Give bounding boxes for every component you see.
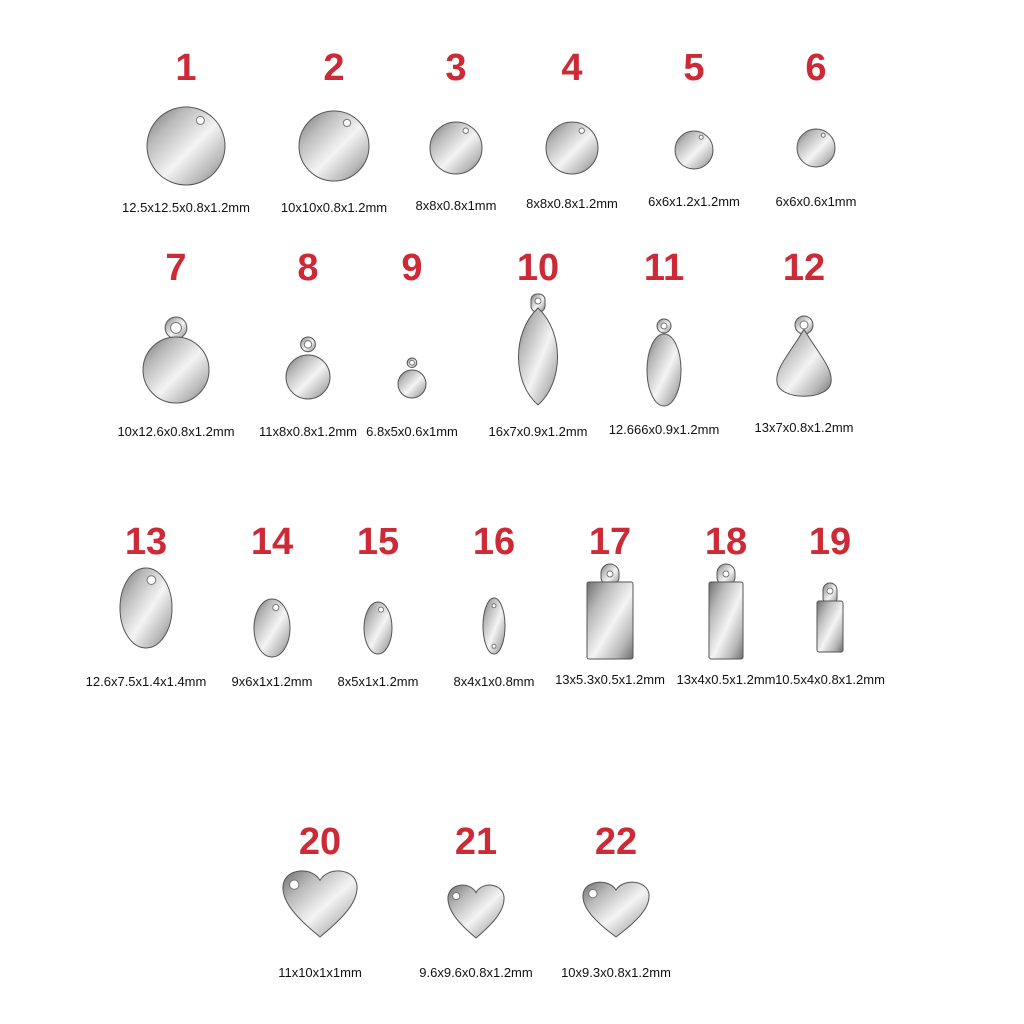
charm-number: 3 — [445, 47, 467, 89]
charm-size-label: 10x9.3x0.8x1.2mm — [561, 965, 671, 980]
charm-number: 18 — [704, 521, 748, 563]
charm-size-label: 12.666x0.9x1.2mm — [608, 422, 720, 437]
disc-loop-charm — [397, 357, 427, 399]
rect-tab-charm — [816, 583, 844, 653]
charm-size-label: 13x5.3x0.5x1.2mm — [555, 672, 665, 687]
heart-hole-charm — [281, 866, 359, 938]
disc-hole-charm — [429, 121, 483, 175]
charm-number: 13 — [124, 521, 168, 563]
charm-size-label: 6x6x0.6x1mm — [775, 194, 857, 209]
charm-number: 6 — [805, 47, 827, 89]
charm-number: 4 — [561, 47, 583, 89]
oval-hole-charm — [119, 567, 173, 649]
charm-number: 9 — [401, 247, 423, 289]
charm-size-label: 11x10x1x1mm — [278, 965, 362, 980]
disc-loop-charm — [285, 336, 331, 400]
charm-number: 19 — [808, 521, 852, 563]
charm-size-label: 12.6x7.5x1.4x1.4mm — [85, 674, 207, 689]
disc-hole-charm — [298, 110, 370, 182]
charm-size-label: 13x4x0.5x1.2mm — [676, 672, 776, 687]
disc-hole-charm — [545, 121, 599, 175]
charm-size-label: 6x6x1.2x1.2mm — [648, 194, 740, 209]
charm-size-label: 8x8x0.8x1.2mm — [526, 196, 618, 211]
disc-hole-charm — [796, 128, 836, 168]
charm-item — [401, 821, 551, 980]
charm-item — [589, 247, 739, 437]
charm-item — [755, 521, 905, 687]
marquise-loop-charm — [515, 294, 561, 406]
oval-hole-charm — [253, 598, 291, 658]
charm-size-label: 8x4x1x0.8mm — [453, 674, 535, 689]
charm-item — [111, 47, 261, 215]
charm-size-label: 9.6x9.6x0.8x1.2mm — [419, 965, 533, 980]
charm-number: 17 — [588, 521, 632, 563]
charm-number: 11 — [643, 247, 685, 289]
disc-loop-charm — [142, 316, 210, 404]
charm-size-label: 13x7x0.8x1.2mm — [754, 420, 854, 435]
heart-hole-charm — [581, 878, 651, 938]
oval-two-holes-charm — [482, 597, 506, 655]
charm-item — [101, 247, 251, 439]
charm-number: 22 — [594, 821, 638, 863]
charm-item — [245, 821, 395, 980]
charm-size-label: 9x6x1x1.2mm — [231, 674, 313, 689]
charm-number: 20 — [298, 821, 342, 863]
charm-size-label: 10x10x0.8x1.2mm — [280, 200, 388, 215]
charm-number: 8 — [297, 247, 319, 289]
charm-number: 12 — [782, 247, 826, 289]
charm-number: 5 — [683, 47, 705, 89]
charm-number: 21 — [454, 821, 498, 863]
disc-hole-charm — [674, 130, 714, 170]
charm-size-label: 12.5x12.5x0.8x1.2mm — [122, 200, 250, 215]
oval-loop-charm — [646, 318, 682, 406]
rect-tab-charm — [708, 564, 744, 660]
charm-number: 15 — [356, 521, 400, 563]
rect-tab-charm — [586, 564, 634, 660]
charm-size-label: 8x8x0.8x1mm — [415, 198, 497, 213]
charm-size-label: 6.8x5x0.6x1mm — [366, 424, 458, 439]
charm-size-label: 10x12.6x0.8x1.2mm — [117, 424, 235, 439]
charm-size-label: 16x7x0.9x1.2mm — [488, 424, 588, 439]
heart-hole-charm — [446, 881, 506, 939]
teardrop-loop-charm — [775, 315, 833, 401]
charm-size-label: 11x8x0.8x1.2mm — [258, 424, 358, 439]
oval-hole-charm — [363, 601, 393, 655]
charm-item — [729, 247, 879, 435]
disc-hole-charm — [146, 106, 226, 186]
charm-number: 14 — [250, 521, 294, 563]
charm-size-label: 10.5x4x0.8x1.2mm — [775, 672, 885, 687]
charm-number: 7 — [165, 247, 187, 289]
charm-number: 16 — [472, 521, 516, 563]
charm-size-label: 8x5x1x1.2mm — [337, 674, 419, 689]
charm-item — [541, 821, 691, 980]
charm-item — [741, 47, 891, 209]
charm-number: 10 — [516, 247, 560, 289]
charm-number: 2 — [323, 47, 345, 89]
charm-number: 1 — [175, 47, 197, 89]
